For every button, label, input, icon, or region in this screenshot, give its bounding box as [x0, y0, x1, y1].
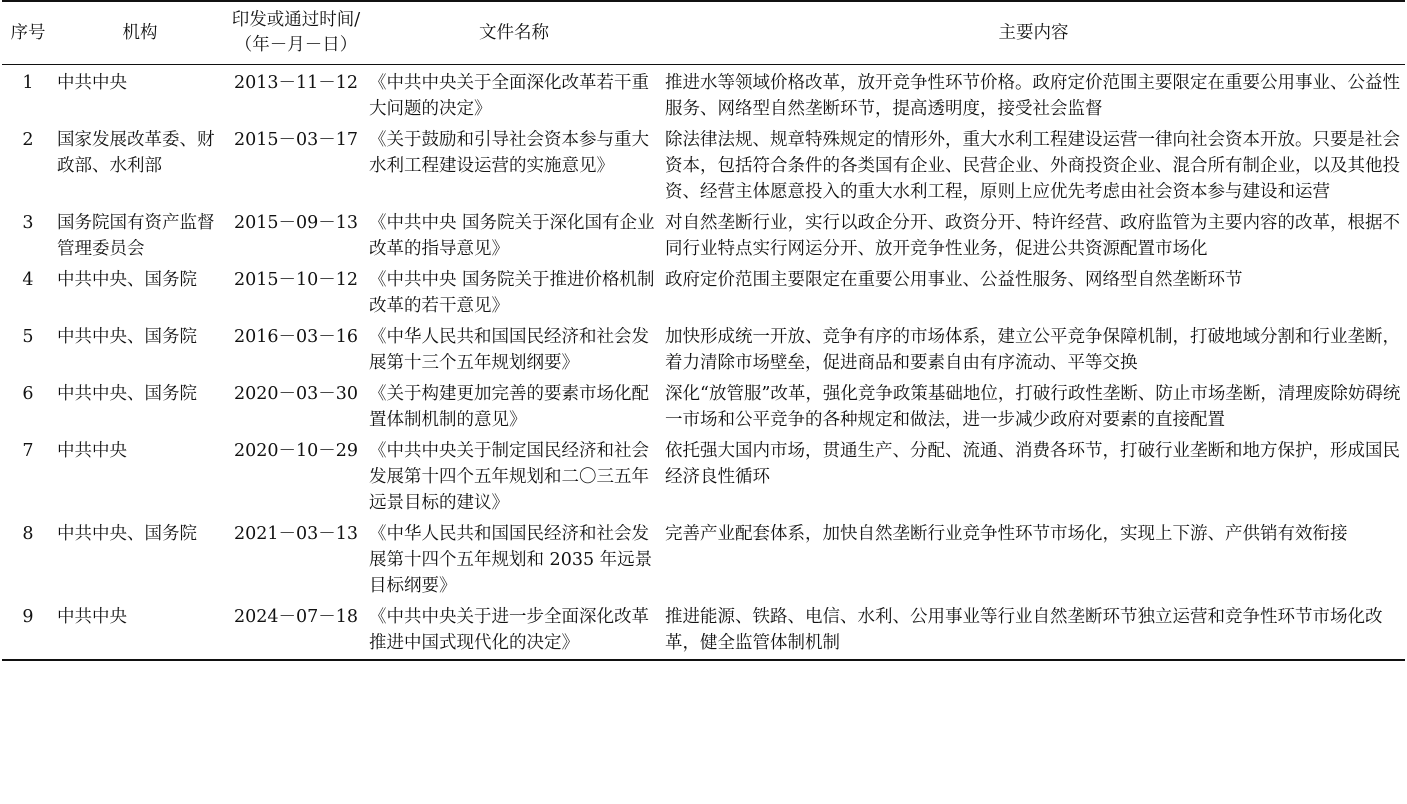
- table-row: [2, 379, 1405, 436]
- cell-org: 中共中央: [57, 73, 127, 93]
- cell-content: 完善产业配套体系，加快自然垄断行业竞争性环节市场化，实现上下游、产供销有效衔接: [665, 524, 1348, 544]
- cell-content: 加快形成统一开放、竞争有序的市场体系，建立公平竞争保障机制，打破地域分割和行业垄断，着力清除市场壁垒，促进商品和要素自由有序流动、平等交换: [665, 327, 1400, 373]
- cell-file: 《关于鼓励和引导社会资本参与重大水利工程建设运营的实施意见》: [369, 130, 649, 176]
- cell-date: 2016－03－16: [233, 327, 359, 347]
- cell-date: 2015－10－12: [233, 270, 359, 290]
- table-row: [2, 322, 1405, 379]
- cell-file: 《中共中央关于制定国民经济和社会发展第十四个五年规划和二〇三五年远景目标的建议》: [369, 441, 649, 513]
- cell-num: 3: [22, 213, 34, 233]
- cell-content: 对自然垄断行业，实行以政企分开、政资分开、特许经营、政府监管为主要内容的改革，根据不同行业特点实行网运分开、放开竞争性业务，促进公共资源配置市场化: [665, 213, 1400, 259]
- header-file: 文件名称: [479, 22, 549, 43]
- cell-num: 1: [22, 73, 34, 93]
- cell-date: 2013－11－12: [233, 73, 359, 93]
- cell-date: 2020－03－30: [233, 384, 359, 404]
- cell-content: 推进水等领域价格改革，放开竞争性环节价格。政府定价范围主要限定在重要公用事业、公益性服务、网络型自然垄断环节，提高透明度，接受社会监督: [665, 73, 1400, 119]
- cell-org: 中共中央、国务院: [57, 270, 197, 290]
- cell-num: 6: [22, 384, 34, 404]
- header-date: [226, 1, 366, 65]
- cell-num: 5: [22, 327, 34, 347]
- cell-file: 《关于构建更加完善的要素市场化配置体制机制的意见》: [369, 384, 649, 430]
- cell-content: 除法律法规、规章特殊规定的情形外，重大水利工程建设运营一律向社会资本开放。只要是社会资本，包括符合条件的各类国有企业、民营企业、外商投资企业、混合所有制企业，以及其他投资、经营主体愿意投入的重大水利工程，原则上应优先考虑由社会资本参与建设和运营: [665, 130, 1400, 202]
- cell-num: 7: [22, 441, 34, 461]
- header-num: 序号: [10, 22, 46, 43]
- table-header: [2, 1, 1405, 65]
- header-date-line2: （年－月－日）: [234, 35, 358, 55]
- cell-file: 《中华人民共和国国民经济和社会发展第十三个五年规划纲要》: [369, 327, 649, 373]
- table-body: [2, 65, 1405, 661]
- table-row: [2, 436, 1405, 519]
- cell-date: 2021－03－13: [233, 524, 359, 544]
- cell-file: 《中共中央 国务院关于推进价格机制改革的若干意见》: [369, 270, 655, 316]
- cell-file: 《中共中央关于全面深化改革若干重大问题的决定》: [369, 73, 649, 119]
- table-row: [2, 519, 1405, 602]
- table-row: [2, 602, 1405, 660]
- table-row: [2, 125, 1405, 208]
- table-row: [2, 265, 1405, 322]
- cell-num: 2: [22, 130, 34, 150]
- cell-file: 《中共中央 国务院关于深化国有企业改革的指导意见》: [369, 213, 655, 259]
- header-org: 机构: [122, 22, 158, 43]
- cell-org: 中共中央、国务院: [57, 384, 197, 404]
- cell-org: 中共中央、国务院: [57, 524, 197, 544]
- cell-num: 4: [22, 270, 34, 290]
- cell-org: 中共中央: [57, 441, 127, 461]
- cell-content: 推进能源、铁路、电信、水利、公用事业等行业自然垄断环节独立运营和竞争性环节市场化改革，健全监管体制机制: [665, 607, 1383, 653]
- cell-file: 《中共中央关于进一步全面深化改革 推进中国式现代化的决定》: [369, 607, 649, 653]
- header-date-line1: 印发或通过时间/: [231, 10, 361, 30]
- cell-content: 依托强大国内市场，贯通生产、分配、流通、消费各环节，打破行业垄断和地方保护，形成国民经济良性循环: [665, 441, 1400, 487]
- cell-num: 8: [22, 524, 34, 544]
- cell-num: 9: [22, 607, 34, 627]
- policy-table: [2, 0, 1405, 661]
- cell-file: 《中华人民共和国国民经济和社会发展第十四个五年规划和 2035 年远景目标纲要》: [369, 524, 653, 596]
- cell-org: 中共中央、国务院: [57, 327, 197, 347]
- cell-content: 深化“放管服”改革，强化竞争政策基础地位，打破行政性垄断、防止市场垄断，清理废除妨碍统一市场和公平竞争的各种规定和做法，进一步减少政府对要素的直接配置: [665, 384, 1401, 430]
- cell-org: 国家发展改革委、财政部、水利部: [57, 130, 215, 176]
- table-row: [2, 65, 1405, 126]
- cell-content: 政府定价范围主要限定在重要公用事业、公益性服务、网络型自然垄断环节: [665, 270, 1243, 290]
- cell-date: 2015－03－17: [233, 130, 359, 150]
- cell-date: 2015－09－13: [233, 213, 359, 233]
- header-content: 主要内容: [998, 22, 1069, 43]
- cell-org: 国务院国有资产监督管理委员会: [57, 213, 215, 259]
- cell-org: 中共中央: [57, 607, 127, 627]
- table-row: [2, 208, 1405, 265]
- header-row: [2, 1, 1405, 65]
- cell-date: 2024－07－18: [233, 607, 359, 627]
- cell-date: 2020－10－29: [233, 441, 359, 461]
